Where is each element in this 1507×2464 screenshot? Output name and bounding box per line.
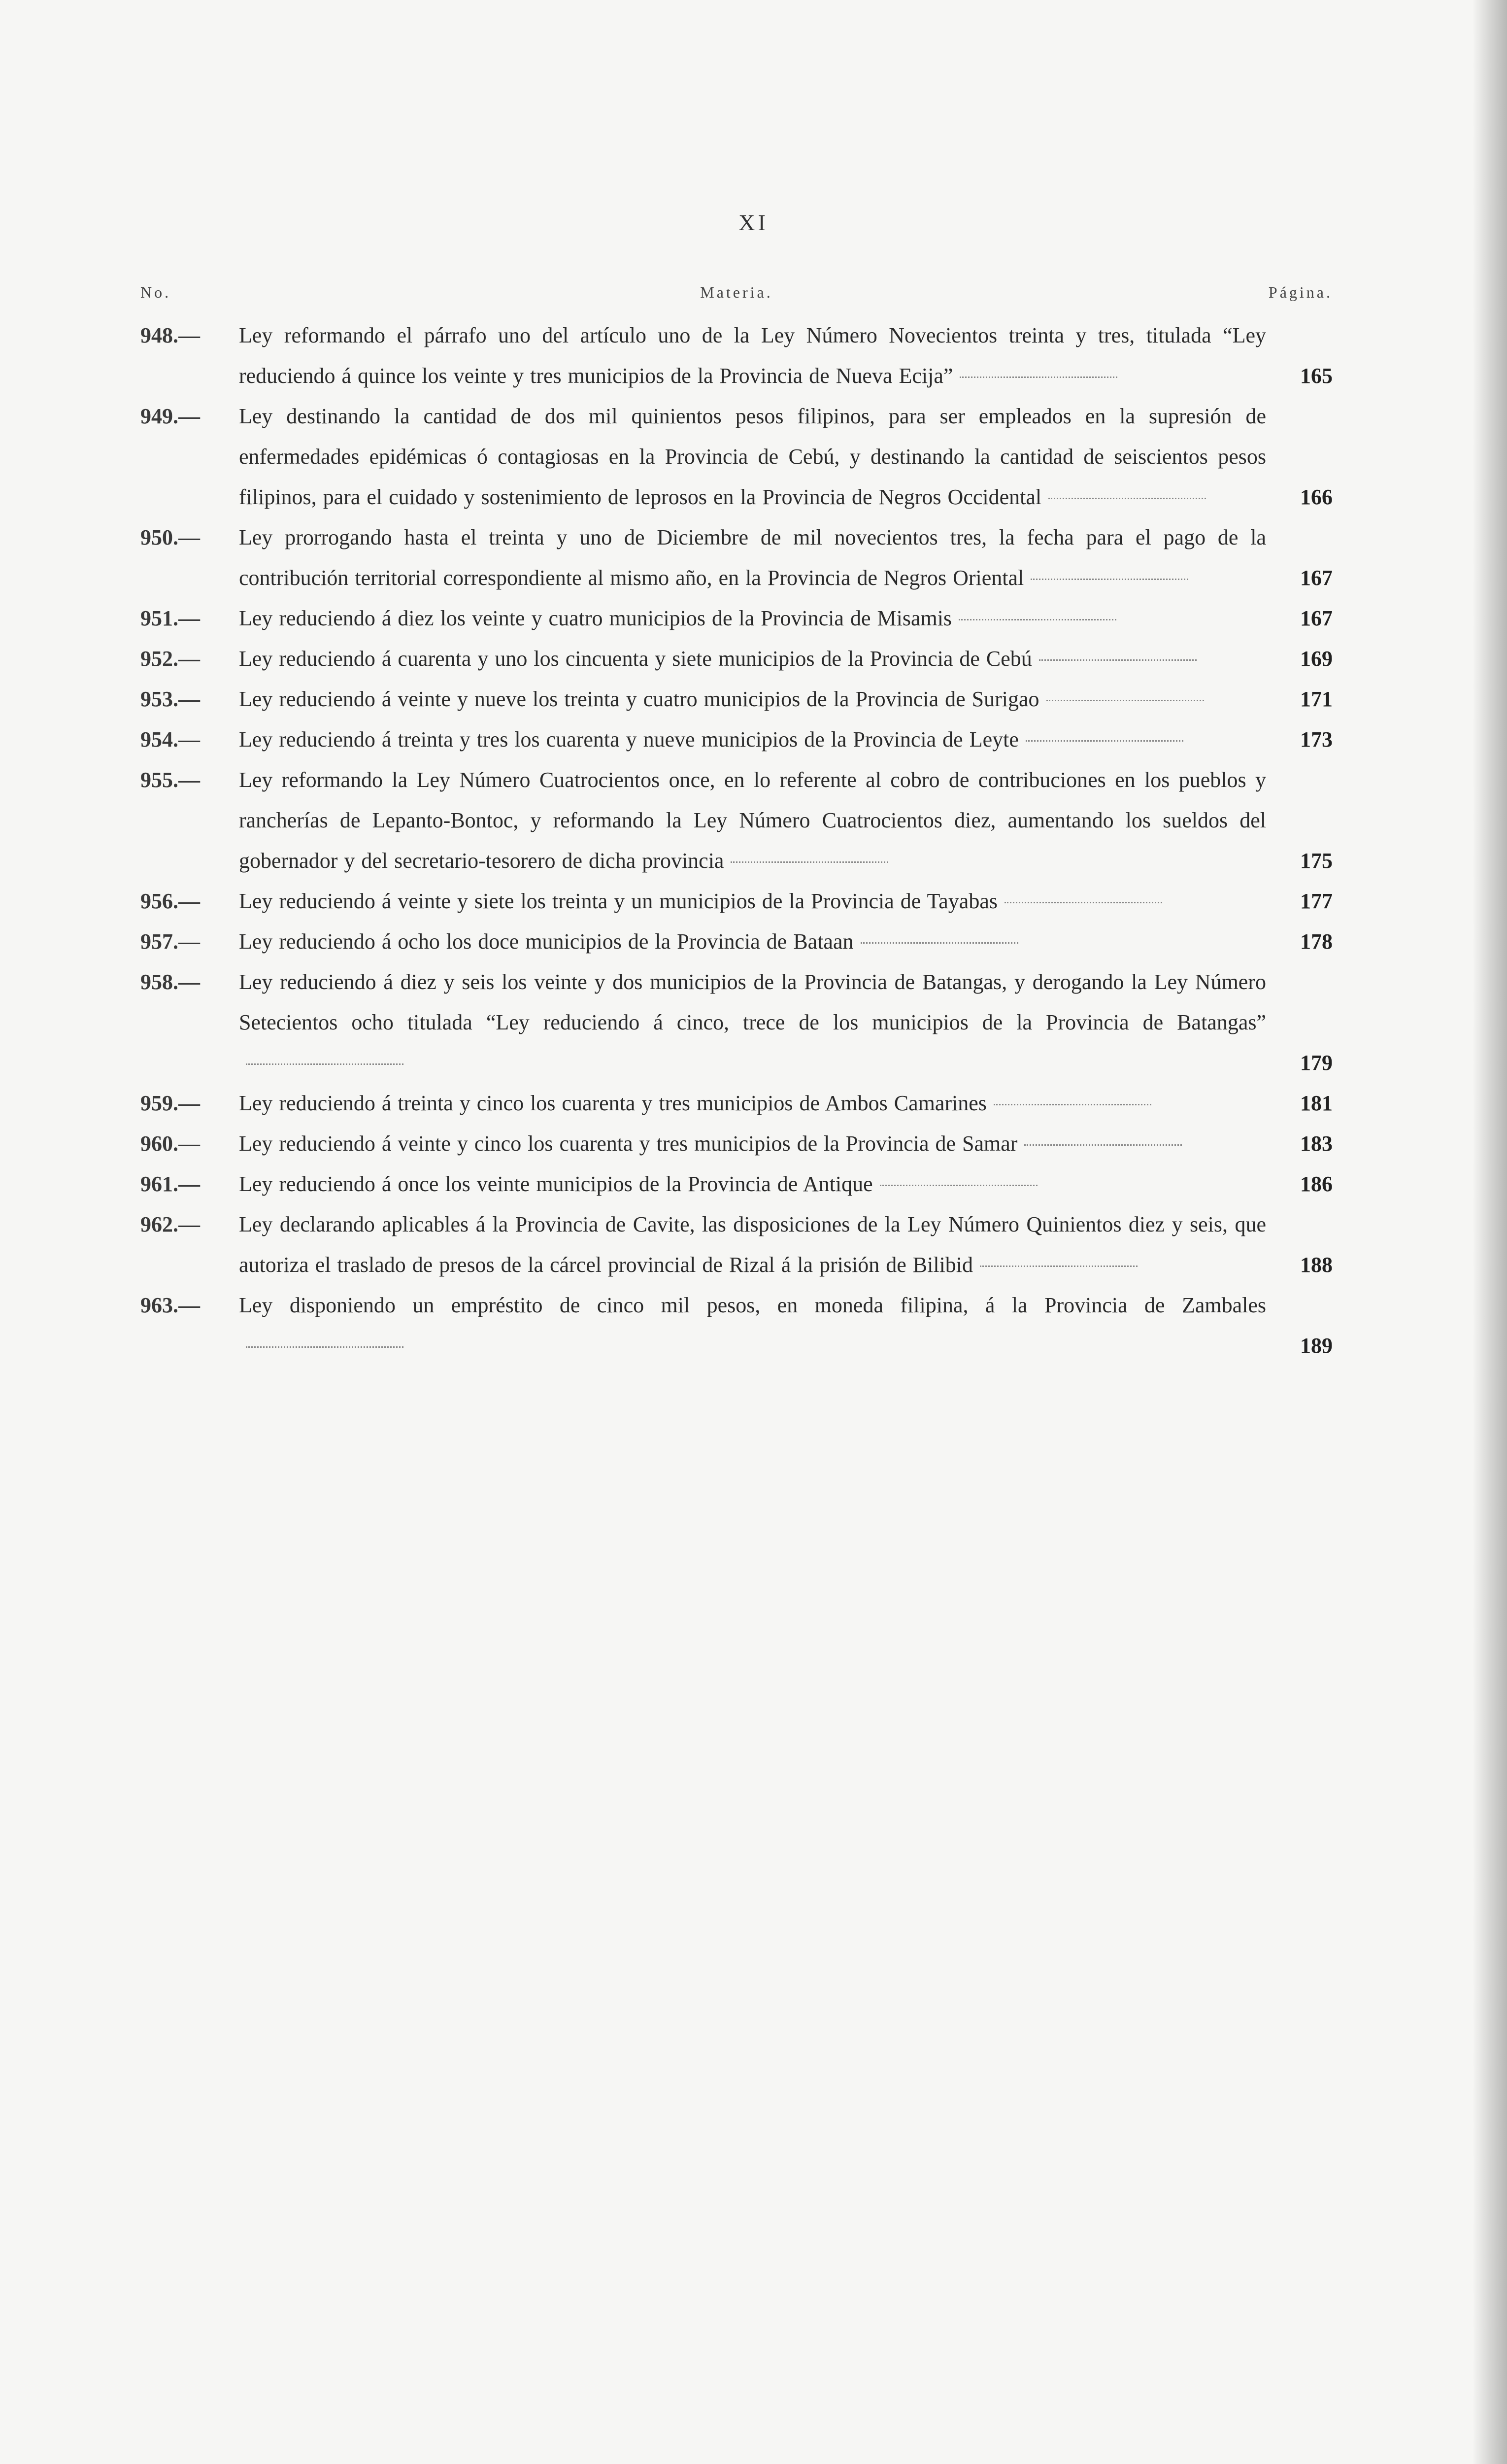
entry-number: 950.— <box>140 525 200 549</box>
entry-description-text: Ley disponiendo un empréstito de cinco mil pesos, en moneda filipina, á la Provincia de Zambales <box>239 1293 1266 1317</box>
entry-description-text: Ley reduciendo á veinte y cinco los cuarenta y tres municipios de la Provincia de Samar <box>239 1131 1018 1156</box>
entry-description <box>239 1124 1266 1164</box>
index-entry <box>140 962 1333 1083</box>
page-edge-shadow <box>1473 0 1507 2464</box>
entry-page-number: 186 <box>1300 1172 1333 1196</box>
entry-description <box>239 719 1266 760</box>
entry-description-text: Ley reformando el párrafo uno del artículo uno de la Ley Número Novecientos treinta y tres, titulada “Ley reduciendo á quince los veinte y tres municipios de la Provincia de Nueva Ecija” <box>239 323 1266 388</box>
entry-number: 960.— <box>140 1131 200 1156</box>
index-entry <box>140 922 1333 962</box>
entry-number: 962.— <box>140 1212 200 1236</box>
entry-page-number: 177 <box>1300 889 1333 913</box>
index-entry <box>140 639 1333 679</box>
page-number: XI <box>738 210 769 235</box>
entry-description <box>239 760 1266 881</box>
entry-number: 952.— <box>140 647 200 671</box>
index-entry <box>140 1164 1333 1204</box>
entry-number: 956.— <box>140 889 200 913</box>
entry-number: 948.— <box>140 323 200 347</box>
entry-description-text: Ley reduciendo á treinta y cinco los cuarenta y tres municipios de Ambos Camarines <box>239 1091 987 1115</box>
entry-number: 951.— <box>140 606 200 630</box>
entry-page-number: 189 <box>1300 1334 1333 1358</box>
entry-description-text: Ley reduciendo á veinte y nueve los treinta y cuatro municipios de la Provincia de Surigao <box>239 687 1039 711</box>
entry-description <box>239 639 1266 679</box>
dot-leader <box>994 1104 1151 1105</box>
dot-leader <box>959 619 1116 620</box>
header-no: No. <box>140 283 171 301</box>
entry-number: 955.— <box>140 768 200 792</box>
table-header <box>140 283 1333 313</box>
entry-description-text: Ley reduciendo á cuarenta y uno los cincuenta y siete municipios de la Provincia de Cebú <box>239 647 1032 671</box>
entry-description <box>239 1285 1266 1366</box>
dot-leader <box>861 942 1018 944</box>
header-materia: Materia. <box>700 283 773 301</box>
entry-description <box>239 1204 1266 1285</box>
entry-number: 961.— <box>140 1172 200 1196</box>
entry-page-number: 165 <box>1300 364 1333 388</box>
entry-page-number: 167 <box>1300 606 1333 630</box>
index-entry <box>140 881 1333 922</box>
entry-description <box>239 315 1266 396</box>
entry-description-text: Ley destinando la cantidad de dos mil quinientos pesos filipinos, para ser empleados en la supresión de enfermedades epidémicas ó contagiosas en la Provincia de Cebú, y destinando la cantidad de seiscientos pesos filipinos, para el cuidado y sostenimiento de leprosos en la Provincia de Negros Occidental <box>239 404 1266 509</box>
entry-description-text: Ley declarando aplicables á la Provincia de Cavite, las disposiciones de la Ley Número Quinientos diez y seis, que autoriza el traslado de presos de la cárcel provincial de Rizal á la prisión de Bilibid <box>239 1212 1266 1277</box>
dot-leader <box>880 1185 1038 1186</box>
dot-leader <box>1048 498 1206 499</box>
index-entry <box>140 1083 1333 1124</box>
entry-description-text: Ley prorrogando hasta el treinta y uno de Diciembre de mil novecientos tres, la fecha para el pago de la contribución territorial correspondiente al mismo año, en la Provincia de Negros Oriental <box>239 525 1266 590</box>
entry-description <box>239 517 1266 598</box>
dot-leader <box>1046 700 1204 701</box>
entry-number: 949.— <box>140 404 200 428</box>
entry-number: 953.— <box>140 687 200 711</box>
entry-page-number: 167 <box>1300 566 1333 590</box>
entry-description <box>239 598 1266 639</box>
entry-description-text: Ley reduciendo á once los veinte municipios de la Provincia de Antique <box>239 1172 873 1196</box>
entry-page-number: 188 <box>1300 1253 1333 1277</box>
entry-page-number: 179 <box>1300 1051 1333 1075</box>
entry-description <box>239 1083 1266 1124</box>
entry-number: 954.— <box>140 727 200 752</box>
index-entry <box>140 1124 1333 1164</box>
entry-description <box>239 679 1266 719</box>
index-entry <box>140 719 1333 760</box>
index-entry <box>140 315 1333 396</box>
entry-page-number: 183 <box>1300 1131 1333 1156</box>
entry-page-number: 173 <box>1300 727 1333 752</box>
dot-leader <box>1039 659 1197 661</box>
entry-page-number: 178 <box>1300 929 1333 954</box>
index-entry <box>140 396 1333 517</box>
index-entry <box>140 517 1333 598</box>
dot-leader <box>246 1063 403 1065</box>
dot-leader <box>1024 1144 1182 1146</box>
entry-page-number: 169 <box>1300 647 1333 671</box>
dot-leader <box>980 1266 1138 1267</box>
dot-leader <box>1005 902 1162 903</box>
entry-description-text: Ley reduciendo á diez y seis los veinte y dos municipios de la Provincia de Batangas, y derogando la Ley Número Setecientos ocho titulada “Ley reduciendo á cinco, trece de los municipios de la Provincia de Batangas” <box>239 970 1266 1034</box>
entry-description-text: Ley reduciendo á diez los veinte y cuatro municipios de la Provincia de Misamis <box>239 606 952 630</box>
dot-leader <box>1026 740 1183 742</box>
entry-description <box>239 881 1266 922</box>
index-entry <box>140 679 1333 719</box>
entry-number: 957.— <box>140 929 200 954</box>
header-pagina: Página. <box>1268 283 1333 301</box>
index-entry <box>140 1204 1333 1285</box>
entry-number: 963.— <box>140 1293 200 1317</box>
index-entry <box>140 1285 1333 1366</box>
entry-number: 959.— <box>140 1091 200 1115</box>
entry-description <box>239 396 1266 517</box>
index-entry <box>140 760 1333 881</box>
index-entry <box>140 598 1333 639</box>
entry-description <box>239 962 1266 1083</box>
dot-leader <box>731 861 888 863</box>
entry-description-text: Ley reduciendo á veinte y siete los treinta y un municipios de la Provincia de Tayabas <box>239 889 998 913</box>
entry-description <box>239 922 1266 962</box>
entry-page-number: 175 <box>1300 849 1333 873</box>
index-entries <box>140 315 1333 1366</box>
entry-page-number: 181 <box>1300 1091 1333 1115</box>
entry-page-number: 166 <box>1300 485 1333 509</box>
entry-description <box>239 1164 1266 1204</box>
entry-description-text: Ley reduciendo á treinta y tres los cuarenta y nueve municipios de la Provincia de Leyte <box>239 727 1019 752</box>
dot-leader <box>246 1346 403 1348</box>
entry-description-text: Ley reduciendo á ocho los doce municipios de la Provincia de Bataan <box>239 929 854 954</box>
entry-description-text: Ley reformando la Ley Número Cuatrocientos once, en lo referente al cobro de contribuciones en los pueblos y rancherías de Lepanto-Bontoc, y reformando la Ley Número Cuatrocientos diez, aumentando los sueldos del gobernador y del secretario-tesorero de dicha provincia <box>239 768 1266 873</box>
dot-leader <box>960 376 1117 378</box>
dot-leader <box>1031 579 1188 580</box>
entry-page-number: 171 <box>1300 687 1333 711</box>
entry-number: 958.— <box>140 970 200 994</box>
